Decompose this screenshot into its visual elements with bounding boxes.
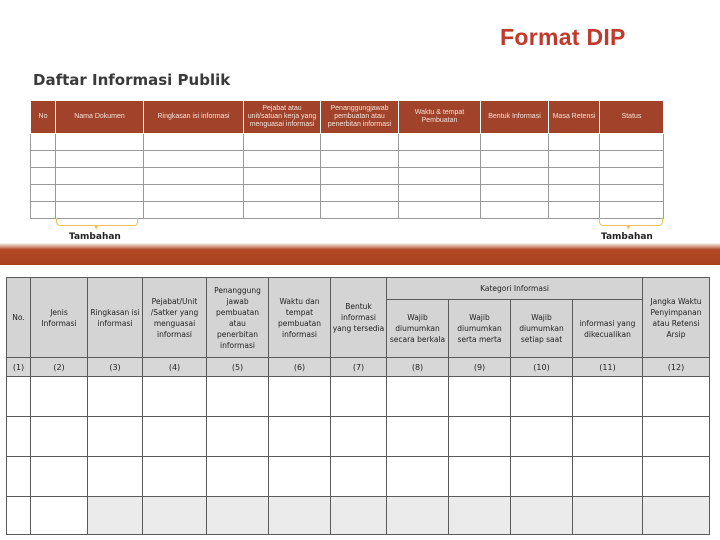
top-cell[interactable] bbox=[31, 202, 56, 219]
bottom-cell[interactable] bbox=[88, 497, 143, 535]
top-header-row bbox=[31, 101, 664, 134]
column-number: (4) bbox=[143, 358, 207, 377]
bottom-cell[interactable] bbox=[573, 417, 643, 457]
top-cell[interactable] bbox=[549, 202, 600, 219]
top-cell[interactable] bbox=[321, 185, 399, 202]
top-cell[interactable] bbox=[481, 202, 549, 219]
top-table-row bbox=[31, 202, 664, 219]
bottom-table-row bbox=[7, 417, 710, 457]
top-header-masa-retensi: Masa Retensi bbox=[549, 101, 600, 134]
column-number: (11) bbox=[573, 358, 643, 377]
bottom-header-no: No. bbox=[7, 278, 31, 358]
top-cell[interactable] bbox=[144, 168, 244, 185]
bottom-header-dikecualikan: informasi yang dikecualikan bbox=[573, 300, 643, 358]
bottom-header-jenis: Jenis Informasi bbox=[31, 278, 88, 358]
top-cell[interactable] bbox=[549, 151, 600, 168]
bottom-cell[interactable] bbox=[449, 377, 511, 417]
add-arrow-icon-left: ▼ bbox=[94, 224, 99, 231]
bottom-cell[interactable] bbox=[643, 417, 710, 457]
bottom-cell[interactable] bbox=[88, 417, 143, 457]
top-cell[interactable] bbox=[31, 168, 56, 185]
add-row-bracket-right bbox=[599, 218, 663, 226]
bottom-cell[interactable] bbox=[573, 377, 643, 417]
bottom-cell[interactable] bbox=[269, 377, 331, 417]
bottom-cell[interactable] bbox=[331, 417, 387, 457]
top-cell[interactable] bbox=[600, 151, 664, 168]
bottom-cell[interactable] bbox=[207, 497, 269, 535]
bottom-cell[interactable] bbox=[643, 497, 710, 535]
top-cell[interactable] bbox=[399, 151, 481, 168]
bottom-number-row bbox=[7, 358, 710, 377]
column-number: (3) bbox=[88, 358, 143, 377]
bottom-table-row bbox=[7, 457, 710, 497]
bottom-cell[interactable] bbox=[88, 377, 143, 417]
top-cell[interactable] bbox=[144, 185, 244, 202]
column-number: (2) bbox=[31, 358, 88, 377]
add-arrow-icon-right: ▼ bbox=[626, 224, 631, 231]
top-cell[interactable] bbox=[600, 134, 664, 151]
top-header-penanggungjawab: Penanggungjawab pembuatan atau penerbitan informasi bbox=[321, 101, 399, 134]
bottom-cell[interactable] bbox=[207, 417, 269, 457]
top-cell[interactable] bbox=[399, 134, 481, 151]
top-cell[interactable] bbox=[600, 185, 664, 202]
column-number: (5) bbox=[207, 358, 269, 377]
bottom-header-pejabat: Pejabat/Unit /Satker yang menguasai informasi bbox=[143, 278, 207, 358]
top-header-nama-dokumen: Nama Dokumen bbox=[56, 101, 144, 134]
bottom-cell[interactable] bbox=[269, 417, 331, 457]
top-cell[interactable] bbox=[321, 134, 399, 151]
column-number: (12) bbox=[643, 358, 710, 377]
bottom-cell[interactable] bbox=[511, 457, 573, 497]
top-table-row bbox=[31, 134, 664, 151]
top-cell[interactable] bbox=[399, 168, 481, 185]
bottom-cell[interactable] bbox=[449, 417, 511, 457]
bottom-header-ringkasan: Ringkasan isi informasi bbox=[88, 278, 143, 358]
top-cell[interactable] bbox=[31, 151, 56, 168]
bottom-cell[interactable] bbox=[31, 417, 88, 457]
bottom-header-wajib-setiap-saat: Wajib diumumkan setiap saat bbox=[511, 300, 573, 358]
bottom-cell[interactable] bbox=[143, 457, 207, 497]
add-row-link-left[interactable]: Tambahan bbox=[69, 232, 121, 242]
bottom-header-bentuk: Bentuk informasi yang tersedia bbox=[331, 278, 387, 358]
top-cell[interactable] bbox=[600, 168, 664, 185]
top-cell[interactable] bbox=[549, 185, 600, 202]
top-table-row bbox=[31, 168, 664, 185]
top-dip-table bbox=[30, 100, 664, 219]
bottom-header-penanggung: Penanggung jawab pembuatan atau penerbitan informasi bbox=[207, 278, 269, 358]
bottom-cell[interactable] bbox=[511, 377, 573, 417]
bottom-header-jangka: Jangka Waktu Penyimpanan atau Retensi Arsip bbox=[643, 278, 710, 358]
top-cell[interactable] bbox=[56, 168, 144, 185]
bottom-cell[interactable] bbox=[331, 377, 387, 417]
top-cell[interactable] bbox=[321, 168, 399, 185]
top-cell[interactable] bbox=[321, 202, 399, 219]
bottom-cell[interactable] bbox=[31, 377, 88, 417]
bottom-cell[interactable] bbox=[269, 497, 331, 535]
bottom-cell[interactable] bbox=[387, 417, 449, 457]
top-header-waktu-tempat: Waktu & tempat Pembuatan bbox=[399, 101, 481, 134]
bottom-cell[interactable] bbox=[449, 497, 511, 535]
slide-title: Format DIP bbox=[500, 24, 626, 50]
bottom-cell[interactable] bbox=[387, 457, 449, 497]
bottom-header-kategori: Kategori Informasi bbox=[387, 278, 643, 300]
bottom-cell[interactable] bbox=[88, 457, 143, 497]
bottom-cell[interactable] bbox=[643, 457, 710, 497]
top-cell[interactable] bbox=[481, 151, 549, 168]
add-row-link-right[interactable]: Tambahan bbox=[601, 232, 653, 242]
top-cell[interactable] bbox=[549, 134, 600, 151]
top-cell[interactable] bbox=[244, 151, 321, 168]
top-cell[interactable] bbox=[144, 134, 244, 151]
bottom-cell[interactable] bbox=[331, 457, 387, 497]
top-cell[interactable] bbox=[31, 134, 56, 151]
bottom-cell[interactable] bbox=[7, 377, 31, 417]
top-cell[interactable] bbox=[321, 151, 399, 168]
top-header-no: No bbox=[31, 101, 56, 134]
top-cell[interactable] bbox=[481, 168, 549, 185]
top-cell[interactable] bbox=[244, 202, 321, 219]
bottom-cell[interactable] bbox=[143, 497, 207, 535]
bottom-cell[interactable] bbox=[387, 377, 449, 417]
top-header-ringkasan: Ringkasan isi informasi bbox=[144, 101, 244, 134]
top-header-status: Status bbox=[600, 101, 664, 134]
top-table-row bbox=[31, 185, 664, 202]
column-number: (9) bbox=[449, 358, 511, 377]
top-cell[interactable] bbox=[144, 202, 244, 219]
bottom-cell[interactable] bbox=[143, 377, 207, 417]
top-header-bentuk: Bentuk Informasi bbox=[481, 101, 549, 134]
bottom-header-wajib-berkala: Wajib diumumkan secara berkala bbox=[387, 300, 449, 358]
section-divider-band bbox=[0, 243, 720, 265]
bottom-cell[interactable] bbox=[31, 457, 88, 497]
top-table-row bbox=[31, 151, 664, 168]
bottom-header-waktu: Waktu dan tempat pembuatan informasi bbox=[269, 278, 331, 358]
top-cell[interactable] bbox=[549, 168, 600, 185]
bottom-header-row-1 bbox=[7, 278, 710, 300]
column-number: (8) bbox=[387, 358, 449, 377]
bottom-cell[interactable] bbox=[207, 457, 269, 497]
bottom-cell[interactable] bbox=[7, 417, 31, 457]
bottom-cell[interactable] bbox=[143, 417, 207, 457]
bottom-cell[interactable] bbox=[511, 417, 573, 457]
bottom-cell[interactable] bbox=[207, 377, 269, 417]
column-number: (6) bbox=[269, 358, 331, 377]
bottom-cell[interactable] bbox=[449, 457, 511, 497]
top-cell[interactable] bbox=[56, 151, 144, 168]
column-number: (10) bbox=[511, 358, 573, 377]
top-cell[interactable] bbox=[481, 185, 549, 202]
column-number: (1) bbox=[7, 358, 31, 377]
bottom-cell[interactable] bbox=[573, 497, 643, 535]
bottom-cell[interactable] bbox=[573, 457, 643, 497]
bottom-header-wajib-serta-merta: Wajib diumumkan serta merta bbox=[449, 300, 511, 358]
top-cell[interactable] bbox=[56, 134, 144, 151]
bottom-dip-table bbox=[6, 277, 710, 535]
top-cell[interactable] bbox=[56, 202, 144, 219]
top-cell[interactable] bbox=[244, 185, 321, 202]
top-cell[interactable] bbox=[144, 151, 244, 168]
top-cell[interactable] bbox=[244, 168, 321, 185]
bottom-table-row bbox=[7, 497, 710, 535]
top-cell[interactable] bbox=[56, 185, 144, 202]
subtitle: Daftar Informasi Publik bbox=[33, 71, 231, 89]
bottom-cell[interactable] bbox=[7, 457, 31, 497]
top-cell[interactable] bbox=[600, 202, 664, 219]
bottom-cell[interactable] bbox=[269, 457, 331, 497]
top-cell[interactable] bbox=[399, 202, 481, 219]
top-cell[interactable] bbox=[399, 185, 481, 202]
bottom-cell[interactable] bbox=[643, 377, 710, 417]
bottom-cell[interactable] bbox=[387, 497, 449, 535]
top-cell[interactable] bbox=[31, 185, 56, 202]
bottom-cell[interactable] bbox=[511, 497, 573, 535]
column-number: (7) bbox=[331, 358, 387, 377]
top-cell[interactable] bbox=[244, 134, 321, 151]
top-cell[interactable] bbox=[481, 134, 549, 151]
bottom-cell[interactable] bbox=[331, 497, 387, 535]
bottom-cell[interactable] bbox=[7, 497, 31, 535]
top-header-pejabat: Pejabat atau unit/satuan kerja yang menguasai informasi bbox=[244, 101, 321, 134]
bottom-table-row bbox=[7, 377, 710, 417]
bottom-cell[interactable] bbox=[31, 497, 88, 535]
